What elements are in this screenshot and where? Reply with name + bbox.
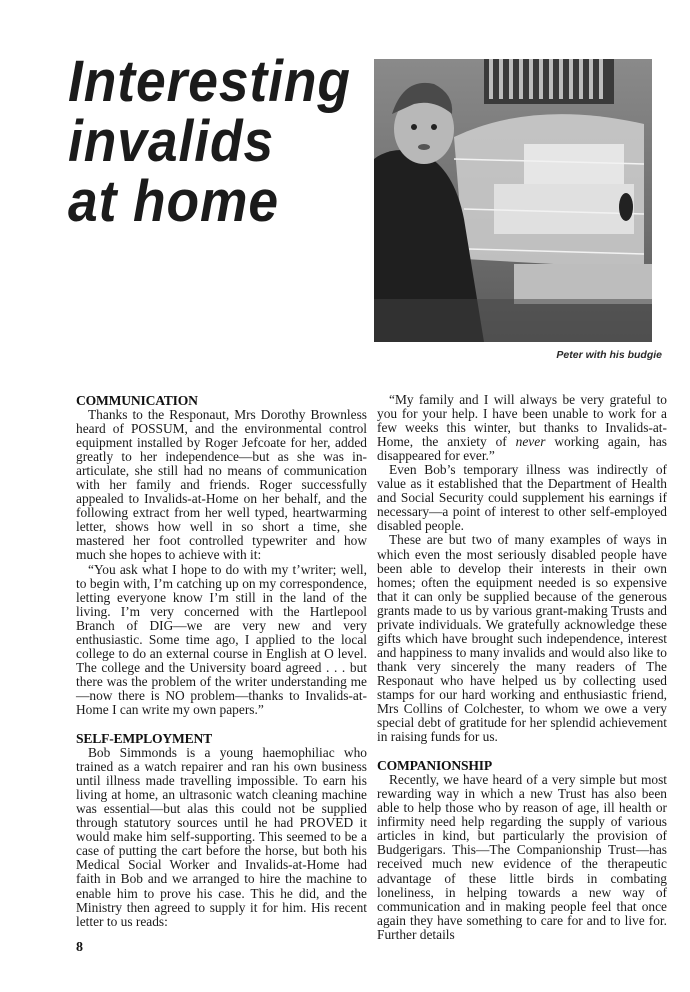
section-heading-communication: COMMUNICATION	[76, 393, 198, 408]
headline-line-1: Interesting	[68, 49, 351, 114]
budgie-bird-shape	[619, 193, 633, 221]
headline-line-2: invalids	[68, 109, 275, 174]
paragraph-communication-intro: Thanks to the Responaut, Mrs Dorothy Brownless heard of POSSUM, and the environmental control equipment installed by Roger Jefcoate for her, added greatly to her independence—but as she was inarticulate, she still had no means of communication with her family and friends. Roger successfully appealed to Invalids-at-Home on her behalf, and the following extract from her well typed, heartwarming letter, shows how well in so short a time, she mastered her foot controlled typewriter and how much she hopes to achieve with it:	[76, 407, 367, 563]
photo-caption: Peter with his budgie	[556, 349, 662, 361]
section-spacer	[377, 744, 667, 758]
quote-text-before: “My family and I will always be very grateful to you for your help. I have been unable to work for a few weeks this winter, but thanks to Invalids-at-Home, the anxiety of	[377, 392, 667, 450]
article-column-right	[377, 393, 667, 942]
quote-emphasis: never	[515, 434, 546, 450]
photo-boy-with-budgie	[374, 59, 652, 342]
section-heading-self-employment: SELF-EMPLOYMENT	[76, 731, 212, 747]
section-spacer	[76, 717, 367, 731]
section-heading-companionship: COMPANIONSHIP	[377, 758, 492, 774]
article-column-left	[76, 393, 367, 929]
paragraph-bob-letter-quote	[377, 393, 667, 463]
quote-text-after: working again, has disappeared for ever.”	[377, 434, 667, 464]
photo-illustration	[374, 59, 652, 342]
paragraph-companionship: Recently, we have heard of a very simple but most rewarding way in which a new Trust has also been able to help those who by reason of age, ill health or infirmity need help regarding the supply of various articles in kind, but particularly the provision of Budgerigars. This—The Companionship Trust—has received much new evidence of the therapeutic advantage of these little birds in combating loneliness, in helping towards a new way of communication and in making people feel that once again they have something to care for and to live for. Further details	[377, 772, 667, 942]
radiator-shape	[484, 59, 614, 104]
paragraph-temporary-illness: Even Bob’s temporary illness was indirectly of value as it established that the Department of Health and Social Security could supplement his earnings if necessary—a point of interest to other self-employed disabled people.	[377, 462, 667, 534]
paragraph-examples-and-thanks: These are but two of many examples of ways in which even the most seriously disabled people have been able to develop their interests in their own homes; often the equipment needed is so expensive that it can only be supplied because of the generous grants made to us by various grant-making Trusts and private individuals. We gratefully acknowledge these gifts which have brought such independence, interest and happiness to many invalids and would also like to thank very sincerely the many readers of The Responaut who have helped us by collecting used stamps for our hard working and enthusiastic friend, Mrs Collins of Colchester, to whom we owe a very special debt of gratitude for her splendid achievement in raising funds for us.	[377, 532, 667, 745]
paragraph-letter-quote: “You ask what I hope to do with my t’writer; well, to begin with, I’m catching up on my correspondence, letting everyone know I’m still in the land of the living. I’m very concerned with the Hartlepool Branch of DIG—we are very new and very enthusiastic. Some time ago, I applied to the local college to do an external course in English at O level. The college and the University board agreed . . . but there was the problem of the writer understanding me—now there is NO problem—thanks to Invalids-at-Home I can write my own papers.”	[76, 561, 367, 717]
headline	[68, 49, 351, 234]
paragraph-self-employment-intro: Bob Simmonds is a young haemophiliac who trained as a watch repairer and ran his own business until illness made travelling impossible. To earn his living at home, an ultrasonic watch cleaning machine was essential—but alas this could not be supplied through statutory sources until he had PROVED it would make him self-supporting. This seemed to be a case of putting the cart before the horse, but both his Medical Social Worker and Invalids-at-Home had faith in Bob and we arranged to hire the machine to enable him to prove his case. This he did, and the Ministry then agreed to supply it for him. His recent letter to us reads:	[76, 745, 367, 929]
headline-line-3: at home	[68, 169, 280, 234]
page-number: 8	[76, 940, 83, 955]
